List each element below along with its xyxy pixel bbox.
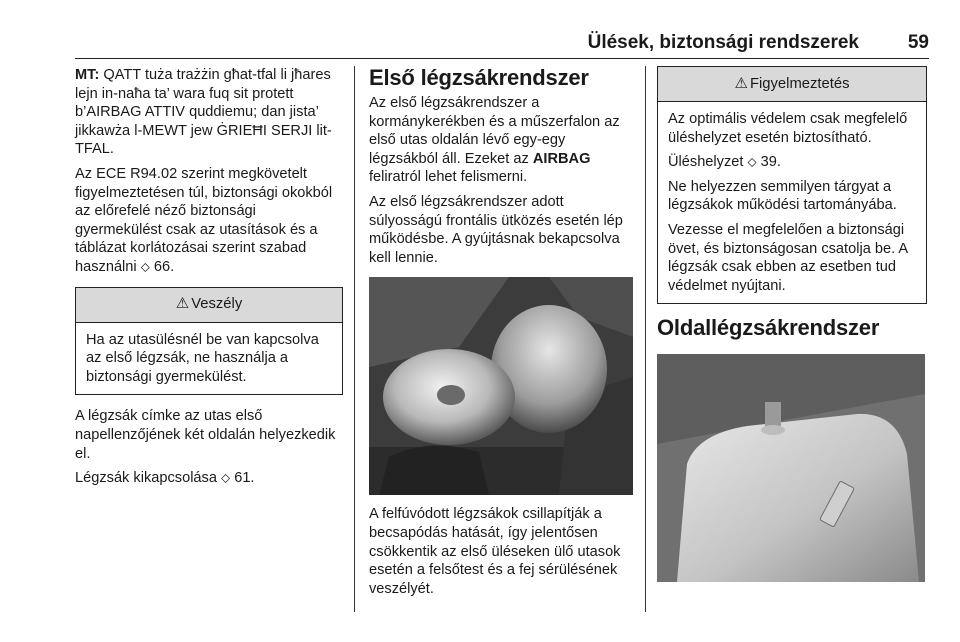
column-1 <box>75 66 343 494</box>
header-title: Ülések, biztonsági rendszerek <box>587 32 859 53</box>
column-divider <box>354 66 355 612</box>
warning-text: Vezesse el megfelelően a biztonsági övet, és biztonságosan csatolja be. A légzsák csak ebben az esetben tud védelmet nyújtani. <box>668 221 908 294</box>
page-reference-link[interactable]: 61. <box>234 470 255 487</box>
danger-box-body <box>76 323 342 395</box>
airbag-photo <box>369 277 633 495</box>
page-reference-link[interactable]: 39. <box>760 154 781 171</box>
warning-text: Az optimális védelem csak megfelelő üléshelyzet esetén biztosítható. <box>668 111 908 146</box>
section-heading: Első légzsákrendszer <box>369 65 589 90</box>
mt-paragraph <box>75 66 343 159</box>
warning-triangle-icon: ⚠ <box>175 295 190 313</box>
mt-text: QATT tuża trażżin għat-tfal li jħares lejn in-naħa ta’ wara fuq sit protett b’AIRBAG ATTIV quddiemu; dan jista’ jikkawża l-MEWT jew ĠRIEĦI SERJI lit-TFAL. <box>75 67 332 158</box>
airbag-label: AIRBAG <box>532 150 591 167</box>
page-number: 59 <box>907 32 929 53</box>
reference-arrow-icon: ⬦ <box>221 470 231 486</box>
warning-title: Figyelmeztetés <box>749 75 850 92</box>
page-header <box>75 32 929 56</box>
column-divider <box>645 66 646 612</box>
protection-paragraph: A felfúvódott légzsákok csillapítják a becsapódás hatását, így jelentősen csökkentik az első üléseken ülő utasok esetén a felsőtest és a fej sérülésének veszélyét. <box>369 506 621 597</box>
warning-triangle-icon: ⚠ <box>734 74 748 92</box>
danger-box-header <box>76 288 342 323</box>
label-paragraph: A légzsák címke az utas első napellenzőjének két oldalán helyezkedik el. <box>75 408 336 462</box>
section-heading: Oldallégzsákrendszer <box>657 315 880 341</box>
danger-text: Ha az utasülésnél be van kapcsolva az első légzsák, ne használja a biztonsági gyermekülést. <box>86 331 319 385</box>
warning-box <box>657 66 927 304</box>
danger-box <box>75 287 343 396</box>
page-reference-link[interactable]: 66. <box>153 258 175 275</box>
mt-label: MT: <box>75 67 100 83</box>
deactivation-paragraph: Légzsák kikapcsolása ⬦ 61. <box>75 470 255 487</box>
seat-illustration <box>657 354 925 582</box>
airbag-illustration <box>369 277 633 495</box>
side-airbag-photo <box>657 354 925 582</box>
reference-arrow-icon: ⬦ <box>140 258 150 274</box>
column-2 <box>369 66 633 604</box>
restriction-paragraph: Az ECE R94.02 szerint megkövetelt figyelmeztetésen túl, biztonsági okokból az előrefelé néző biztonsági gyermekülést csak az utasítások és a táblázat korlátozásai szerint szabad használni ⬦ 66. <box>75 165 333 275</box>
warning-box-header <box>658 67 926 102</box>
intro-paragraph: Az első légzsákrendszer a kormánykerékben és a műszerfalon az első utas oldalán lévő egy-egy légzsákból áll. Ezeket az AIRBAG feliratról lehet felismerni. <box>369 95 620 186</box>
danger-title: Veszély <box>191 296 243 313</box>
reference-arrow-icon: ⬦ <box>747 154 757 170</box>
warning-box-body <box>658 102 926 303</box>
column-3 <box>657 66 927 582</box>
activation-paragraph: Az első légzsákrendszer adott súlyosságú frontális ütközés esetén lép működésbe. A gyújtásnak bekapcsolva kell lennie. <box>369 193 623 266</box>
warning-text: Üléshelyzet ⬦ 39. <box>668 154 781 171</box>
warning-text: Ne helyezzen semmilyen tárgyat a légzsákok működési tartományába. <box>668 178 897 214</box>
header-rule <box>75 58 929 59</box>
